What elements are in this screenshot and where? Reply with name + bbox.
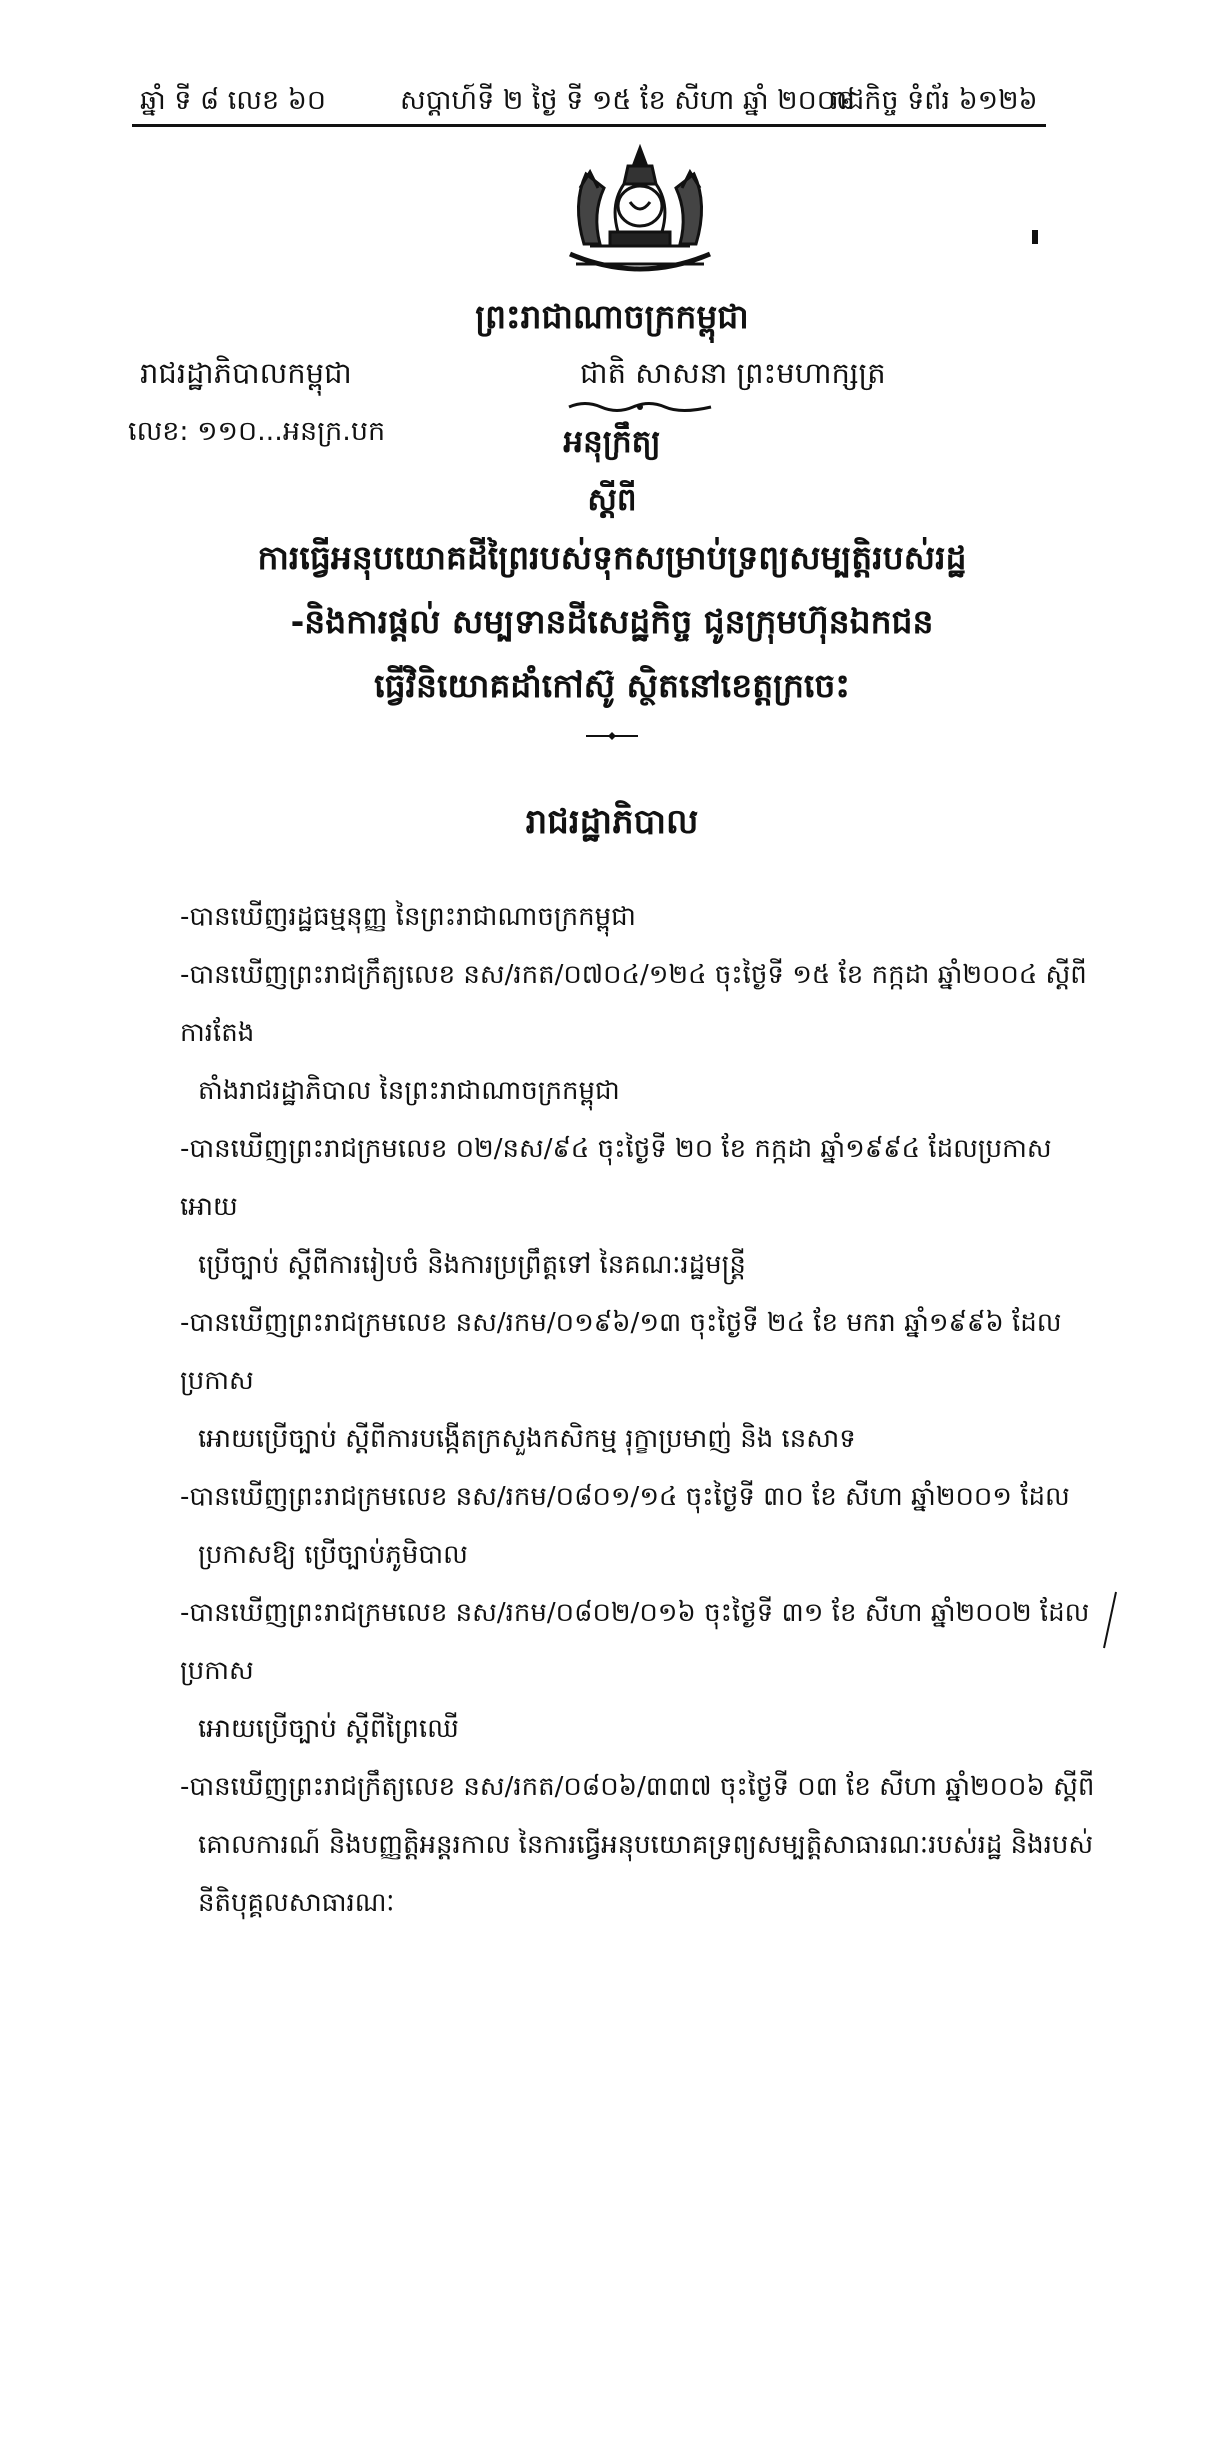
consideration-continuation: ប្រើច្បាប់ ស្តីពីការរៀបចំ និងការប្រព្រឹត្តទៅ នៃគណៈរដ្ឋមន្ត្រី	[198, 1250, 746, 1280]
royal-coat-of-arms-icon	[550, 144, 730, 286]
consideration-text: -បានឃើញព្រះរាជក្រមលេខ នស/រកម/០៨០២/០១៦ ចុះថ្ងៃទី ៣១ ខែ សីហា ឆ្នាំ២០០២ ដែល ប្រកាស	[180, 1598, 1090, 1686]
consideration-text: -បានឃើញព្រះរាជក្រមលេខ ០២/នស/៩៤ ចុះថ្ងៃទី ២០ ខែ កក្កដា ឆ្នាំ១៩៩៤ ដែលប្រកាសអោយ	[180, 1134, 1052, 1222]
gazette-year-issue: ឆ្នាំ ទី ៨ លេខ ៦០	[140, 85, 326, 116]
consideration-item	[180, 888, 1100, 946]
decree-label: អនុក្រឹត្យ	[563, 424, 661, 460]
consideration-continuation: តាំងរាជរដ្ឋាភិបាល នៃព្រះរាជាណាចក្រកម្ពុជា	[198, 1076, 620, 1106]
national-motto: ជាតិ សាសនា ព្រះមហាក្សត្រ	[580, 356, 886, 390]
consideration-continuation: អោយប្រើច្បាប់ ស្តីពីការបង្កើតក្រសួងកសិកម្ម រុក្ខាប្រមាញ់ និង នេសាទ	[198, 1424, 856, 1454]
consideration-item	[180, 1468, 1100, 1584]
section-separator-icon	[584, 732, 640, 740]
consideration-text: -បានឃើញព្រះរាជក្រឹត្យលេខ នស/រកត/០៧០៤/១២៤ ចុះថ្ងៃទី ១៥ ខែ កក្កដា ឆ្នាំ២០០៤ ស្តីពី ការតែង	[180, 960, 1087, 1048]
consideration-continuation: គោលការណ៍ និងបញ្ញត្តិអន្តរកាល នៃការធ្វើអនុបយោគទ្រព្យសម្បត្តិសាធារណៈរបស់រដ្ឋ និងរបស់នីតិបុគ្គលសាធារណៈ	[198, 1830, 1094, 1918]
considerations-list	[180, 888, 1100, 1932]
consideration-text: -បានឃើញព្រះរាជក្រមលេខ នស/រកម/០៨០១/១៤ ចុះថ្ងៃទី ៣០ ខែ សីហា ឆ្នាំ២០០១ ដែល	[180, 1482, 1070, 1512]
title-line-3: ធ្វើវិនិយោគដាំកៅស៊ូ ស្ថិតនៅខេត្តក្រចេះ	[374, 666, 850, 705]
consideration-text: -បានឃើញរដ្ឋធម្មនុញ្ញ នៃព្រះរាជាណាចក្រកម្ពុជា	[180, 902, 636, 932]
consideration-text: -បានឃើញព្រះរាជក្រឹត្យលេខ នស/រកត/០៨០៦/៣៣៧ ចុះថ្ងៃទី ០៣ ខែ សីហា ឆ្នាំ២០០៦ ស្តីពី	[180, 1772, 1095, 1802]
consideration-item	[180, 1758, 1100, 1932]
consideration-continuation: ប្រកាសឱ្យ ប្រើច្បាប់ភូមិបាល	[198, 1540, 468, 1570]
title-line-2: -និងការផ្តល់ សម្បទានដីសេដ្ឋកិច្ច ជូនក្រុមហ៊ុនឯកជន	[290, 602, 934, 641]
consideration-item	[180, 946, 1100, 1120]
consideration-continuation: អោយប្រើច្បាប់ ស្តីពីព្រៃឈើ	[198, 1714, 459, 1744]
gazette-page-number: រាជកិច្ច ទំព័រ ៦១២៦	[830, 85, 1038, 116]
gazette-date: សប្តាហ៍ទី ២ ថ្ងៃ ទី ១៥ ខែ សីហា ឆ្នាំ ២០០៨	[400, 85, 855, 116]
ornament-flourish-icon	[565, 400, 715, 414]
consideration-item	[180, 1584, 1100, 1758]
header-rule	[132, 124, 1046, 127]
pen-stroke-mark	[1100, 1590, 1120, 1650]
government-name: រាជរដ្ឋាភិបាលកម្ពុជា	[140, 356, 352, 390]
consideration-item	[180, 1294, 1100, 1468]
reference-number: លេខ: ១១០...អនក្រ.បក	[128, 416, 386, 447]
about-label: ស្តីពី	[587, 482, 637, 518]
consideration-item	[180, 1120, 1100, 1294]
scan-mark	[1032, 230, 1038, 244]
kingdom-name: ព្រះរាជាណាចក្រកម្ពុជា	[475, 297, 749, 336]
consideration-text: -បានឃើញព្រះរាជក្រមលេខ នស/រកម/០១៩៦/១៣ ចុះថ្ងៃទី ២៤ ខែ មករា ឆ្នាំ១៩៩៦ ដែល ប្រកាស	[180, 1308, 1062, 1396]
government-heading: រាជរដ្ឋាភិបាល	[525, 802, 699, 842]
title-line-1: ការធ្វើអនុបយោគដីព្រៃរបស់ទុកសម្រាប់ទ្រព្យសម្បត្តិរបស់រដ្ឋ	[257, 538, 967, 577]
